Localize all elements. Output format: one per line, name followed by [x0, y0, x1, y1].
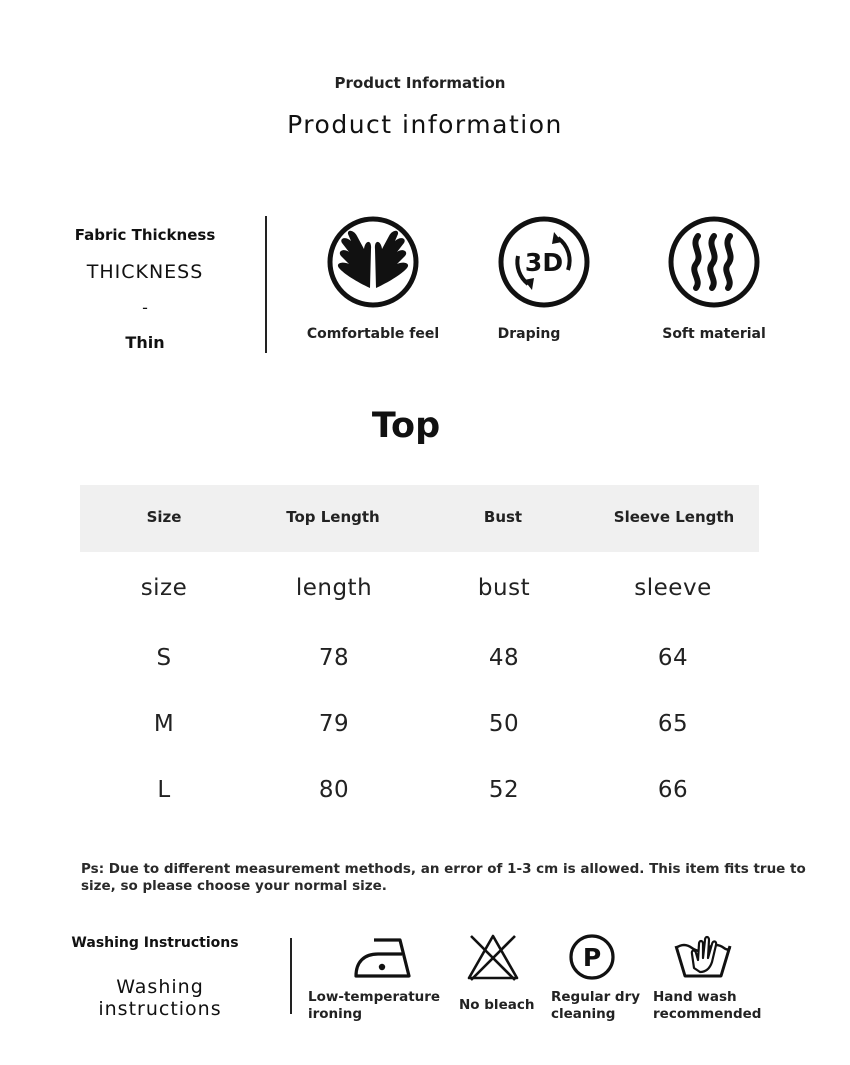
- page-subtitle: Product Information: [334, 74, 506, 92]
- header-top-length: Top Length: [286, 508, 380, 526]
- subheader-size: size: [140, 575, 188, 601]
- subheader-bust: bust: [477, 575, 531, 601]
- table-cell: 79: [318, 711, 350, 737]
- care-label-dry-clean-line2: cleaning: [551, 1006, 616, 1022]
- care-label-iron: [308, 989, 440, 1023]
- table-cell: 50: [488, 711, 520, 737]
- header-bust: Bust: [483, 508, 523, 526]
- washing-word-line2: instructions: [98, 998, 222, 1020]
- dry-clean-p-icon: [561, 930, 623, 982]
- divider: [265, 216, 267, 353]
- divider: [290, 938, 292, 1014]
- care-label-hand-wash-line2: recommended: [653, 1006, 762, 1022]
- feature-label-soft: Soft material: [662, 326, 766, 342]
- no-bleach-icon: [462, 930, 524, 982]
- feature-label-comfortable: Comfortable feel: [306, 326, 440, 342]
- thickness-word: THICKNESS: [86, 261, 204, 283]
- svg-text:P: P: [582, 943, 602, 972]
- table-cell: S: [156, 645, 172, 671]
- table-cell: 48: [488, 645, 520, 671]
- table-cell: 80: [318, 777, 350, 803]
- table-cell: 65: [657, 711, 689, 737]
- washing-word-line1: Washing: [116, 976, 204, 998]
- table-cell: 78: [318, 645, 350, 671]
- subheader-length: length: [295, 575, 373, 601]
- svg-text:3D: 3D: [524, 248, 564, 277]
- header-size: Size: [146, 508, 182, 526]
- care-label-hand-wash: [653, 989, 761, 1023]
- care-label-iron-line1: Low-temperature: [308, 989, 441, 1005]
- table-cell: 52: [488, 777, 520, 803]
- washing-instructions-label: Washing Instructions: [71, 935, 239, 951]
- size-table-title: Top: [371, 406, 441, 446]
- header-sleeve-length: Sleeve Length: [613, 508, 735, 526]
- page-title: Product information: [287, 110, 563, 139]
- soft-waves-icon: [668, 216, 760, 308]
- care-label-dry-clean: [551, 989, 640, 1023]
- draping-3d-icon: [498, 216, 590, 308]
- size-note: Ps: Due to different measurement methods, an error of 1-3 cm is allowed. This item fits true to size, so please choose your normal size.: [81, 861, 806, 894]
- care-label-dry-clean-line1: Regular dry: [551, 989, 641, 1005]
- care-label-hand-wash-line1: Hand wash: [653, 989, 737, 1005]
- table-cell: L: [157, 777, 171, 803]
- table-cell: 66: [657, 777, 689, 803]
- care-label-iron-line2: ironing: [308, 1006, 363, 1022]
- care-label-no-bleach: No bleach: [459, 997, 535, 1013]
- washing-word: [70, 976, 250, 1020]
- feature-label-draping: Draping: [497, 326, 561, 342]
- hands-icon: [327, 216, 419, 308]
- thickness-value: Thin: [125, 333, 165, 352]
- iron-low-temp-icon: [352, 930, 414, 982]
- hand-wash-icon: [672, 928, 734, 980]
- subheader-sleeve: sleeve: [634, 575, 712, 601]
- table-cell: 64: [657, 645, 689, 671]
- table-cell: M: [153, 711, 175, 737]
- thickness-dash: -: [142, 298, 148, 317]
- fabric-thickness-label: Fabric Thickness: [74, 226, 216, 244]
